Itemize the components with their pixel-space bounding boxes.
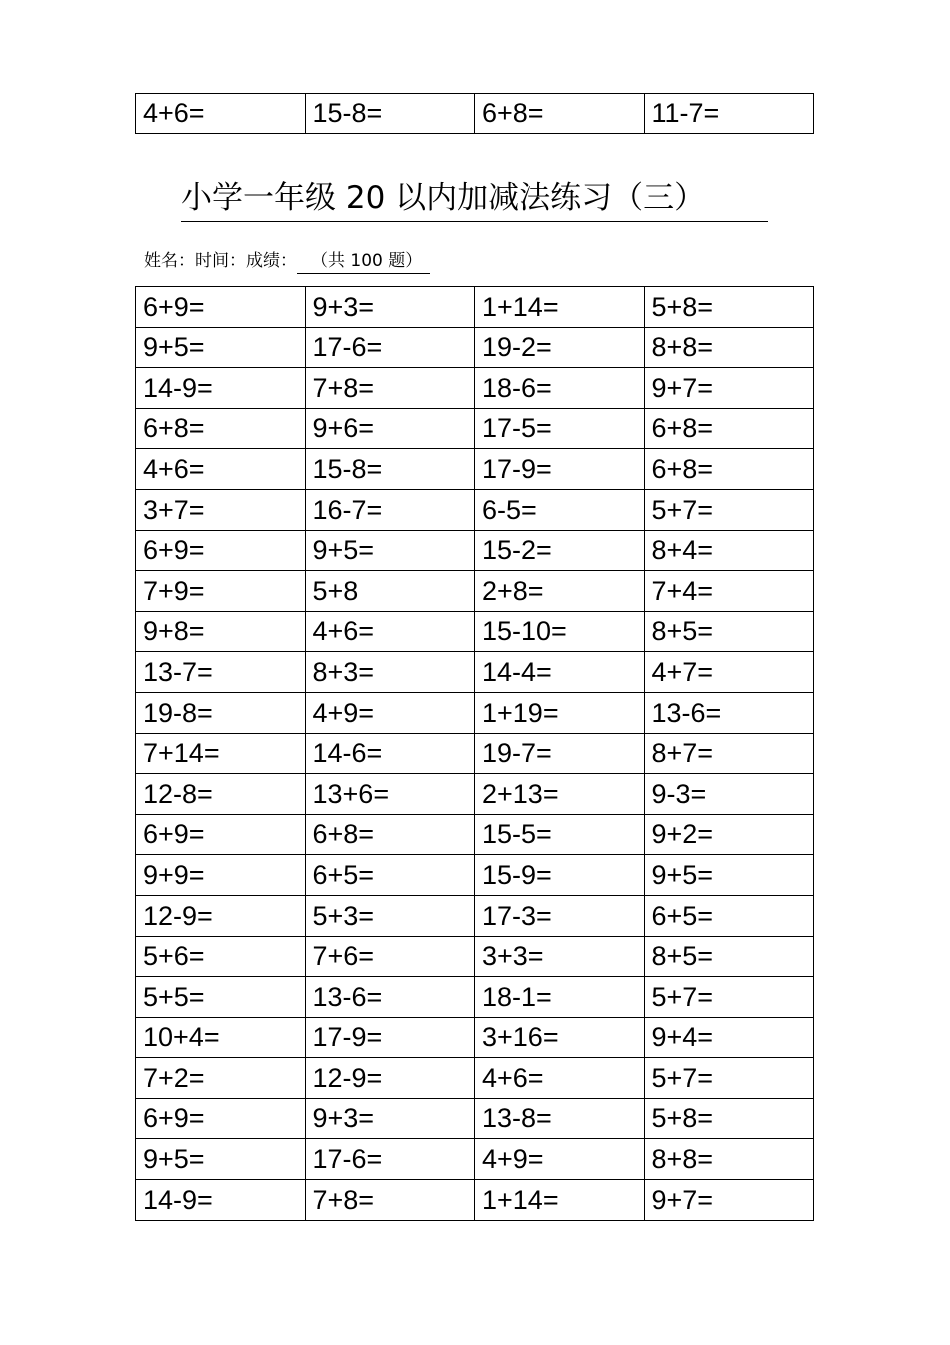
problem-cell: 13+6= xyxy=(305,774,475,815)
problem-cell: 4+9= xyxy=(305,692,475,733)
problem-cell: 13-8= xyxy=(475,1098,645,1139)
problem-cell: 4+7= xyxy=(644,652,814,693)
problem-cell: 14-9= xyxy=(136,368,306,409)
problem-cell: 9+4= xyxy=(644,1017,814,1058)
problem-row xyxy=(136,692,814,733)
problem-cell: 7+8= xyxy=(305,368,475,409)
problem-cell: 11-7= xyxy=(644,94,814,134)
problem-cell: 6+9= xyxy=(136,1098,306,1139)
problem-cell: 5+6= xyxy=(136,936,306,977)
problem-cell: 5+7= xyxy=(644,1058,814,1099)
problem-cell: 18-6= xyxy=(475,368,645,409)
continued-problem-table xyxy=(135,93,814,134)
problem-cell: 9+5= xyxy=(644,855,814,896)
problem-cell: 13-6= xyxy=(305,977,475,1018)
problem-cell: 12-9= xyxy=(136,895,306,936)
problem-cell: 15-8= xyxy=(305,94,475,134)
problem-row xyxy=(136,774,814,815)
problem-cell: 5+8= xyxy=(644,1098,814,1139)
problem-row xyxy=(136,1180,814,1221)
problem-cell: 8+7= xyxy=(644,733,814,774)
problem-cell: 17-5= xyxy=(475,408,645,449)
problem-cell: 8+4= xyxy=(644,530,814,571)
problem-cell: 6+9= xyxy=(136,814,306,855)
problem-table xyxy=(135,286,814,1221)
problem-cell: 6+5= xyxy=(644,895,814,936)
problem-cell: 17-9= xyxy=(305,1017,475,1058)
problem-cell: 4+6= xyxy=(475,1058,645,1099)
problem-row xyxy=(136,94,814,134)
problem-cell: 14-6= xyxy=(305,733,475,774)
problem-cell: 15-8= xyxy=(305,449,475,490)
problem-cell: 5+7= xyxy=(644,489,814,530)
problem-cell: 19-7= xyxy=(475,733,645,774)
problem-cell: 8+5= xyxy=(644,936,814,977)
problem-row xyxy=(136,530,814,571)
problem-cell: 8+8= xyxy=(644,327,814,368)
problem-row xyxy=(136,855,814,896)
problem-row xyxy=(136,489,814,530)
problem-cell: 7+14= xyxy=(136,733,306,774)
problem-cell: 17-6= xyxy=(305,327,475,368)
problem-cell: 9-3= xyxy=(644,774,814,815)
worksheet-title: 小学一年级 20 以内加减法练习（三） xyxy=(181,178,768,222)
problem-cell: 7+4= xyxy=(644,571,814,612)
problem-cell: 1+14= xyxy=(475,287,645,328)
problem-cell: 5+8= xyxy=(644,287,814,328)
problem-cell: 9+6= xyxy=(305,408,475,449)
problem-cell: 2+13= xyxy=(475,774,645,815)
problem-row xyxy=(136,408,814,449)
problem-cell: 1+19= xyxy=(475,692,645,733)
student-info-line xyxy=(144,249,430,275)
problem-row xyxy=(136,287,814,328)
problem-cell: 15-2= xyxy=(475,530,645,571)
problem-cell: 6-5= xyxy=(475,489,645,530)
problem-cell: 15-5= xyxy=(475,814,645,855)
problem-row xyxy=(136,936,814,977)
problem-cell: 15-10= xyxy=(475,611,645,652)
problem-cell: 7+2= xyxy=(136,1058,306,1099)
problem-cell: 10+4= xyxy=(136,1017,306,1058)
problem-cell: 18-1= xyxy=(475,977,645,1018)
problem-cell: 5+8 xyxy=(305,571,475,612)
problem-cell: 6+5= xyxy=(305,855,475,896)
problem-count-note: （共 100 题） xyxy=(297,249,430,274)
problem-cell: 4+6= xyxy=(136,94,306,134)
problem-cell: 14-9= xyxy=(136,1180,306,1221)
problem-cell: 8+5= xyxy=(644,611,814,652)
problem-cell: 1+14= xyxy=(475,1180,645,1221)
problem-cell: 17-3= xyxy=(475,895,645,936)
problem-cell: 9+7= xyxy=(644,1180,814,1221)
problem-cell: 9+5= xyxy=(305,530,475,571)
problem-row xyxy=(136,977,814,1018)
problem-cell: 3+16= xyxy=(475,1017,645,1058)
problem-cell: 7+6= xyxy=(305,936,475,977)
problem-cell: 9+9= xyxy=(136,855,306,896)
problem-row xyxy=(136,368,814,409)
problem-row xyxy=(136,1058,814,1099)
problem-row xyxy=(136,327,814,368)
problem-cell: 15-9= xyxy=(475,855,645,896)
problem-cell: 8+8= xyxy=(644,1139,814,1180)
problem-cell: 16-7= xyxy=(305,489,475,530)
problem-cell: 8+3= xyxy=(305,652,475,693)
problem-cell: 9+5= xyxy=(136,327,306,368)
problem-cell: 13-7= xyxy=(136,652,306,693)
problem-cell: 9+2= xyxy=(644,814,814,855)
problem-cell: 9+7= xyxy=(644,368,814,409)
problem-cell: 12-9= xyxy=(305,1058,475,1099)
problem-cell: 6+8= xyxy=(475,94,645,134)
problem-cell: 17-6= xyxy=(305,1139,475,1180)
problem-cell: 14-4= xyxy=(475,652,645,693)
problem-cell: 4+6= xyxy=(136,449,306,490)
problem-cell: 13-6= xyxy=(644,692,814,733)
problem-row xyxy=(136,1139,814,1180)
problem-cell: 19-8= xyxy=(136,692,306,733)
problem-cell: 5+3= xyxy=(305,895,475,936)
problem-cell: 5+5= xyxy=(136,977,306,1018)
problem-cell: 17-9= xyxy=(475,449,645,490)
problem-cell: 3+3= xyxy=(475,936,645,977)
problem-cell: 6+8= xyxy=(644,408,814,449)
problem-cell: 6+8= xyxy=(305,814,475,855)
problem-row xyxy=(136,1098,814,1139)
problem-cell: 9+3= xyxy=(305,1098,475,1139)
problem-row xyxy=(136,1017,814,1058)
problem-cell: 7+9= xyxy=(136,571,306,612)
problem-cell: 2+8= xyxy=(475,571,645,612)
problem-row xyxy=(136,571,814,612)
problem-cell: 3+7= xyxy=(136,489,306,530)
problem-row xyxy=(136,652,814,693)
problem-row xyxy=(136,449,814,490)
problem-cell: 5+7= xyxy=(644,977,814,1018)
problem-row xyxy=(136,814,814,855)
problem-cell: 4+9= xyxy=(475,1139,645,1180)
problem-cell: 9+5= xyxy=(136,1139,306,1180)
problem-cell: 9+3= xyxy=(305,287,475,328)
problem-cell: 9+8= xyxy=(136,611,306,652)
problem-cell: 4+6= xyxy=(305,611,475,652)
problem-cell: 6+9= xyxy=(136,287,306,328)
info-label: 姓名：时间：成绩： xyxy=(144,251,297,271)
problem-row xyxy=(136,895,814,936)
problem-cell: 6+8= xyxy=(136,408,306,449)
problem-cell: 12-8= xyxy=(136,774,306,815)
problem-row xyxy=(136,611,814,652)
problem-cell: 6+8= xyxy=(644,449,814,490)
problem-cell: 7+8= xyxy=(305,1180,475,1221)
problem-cell: 19-2= xyxy=(475,327,645,368)
problem-cell: 6+9= xyxy=(136,530,306,571)
problem-row xyxy=(136,733,814,774)
